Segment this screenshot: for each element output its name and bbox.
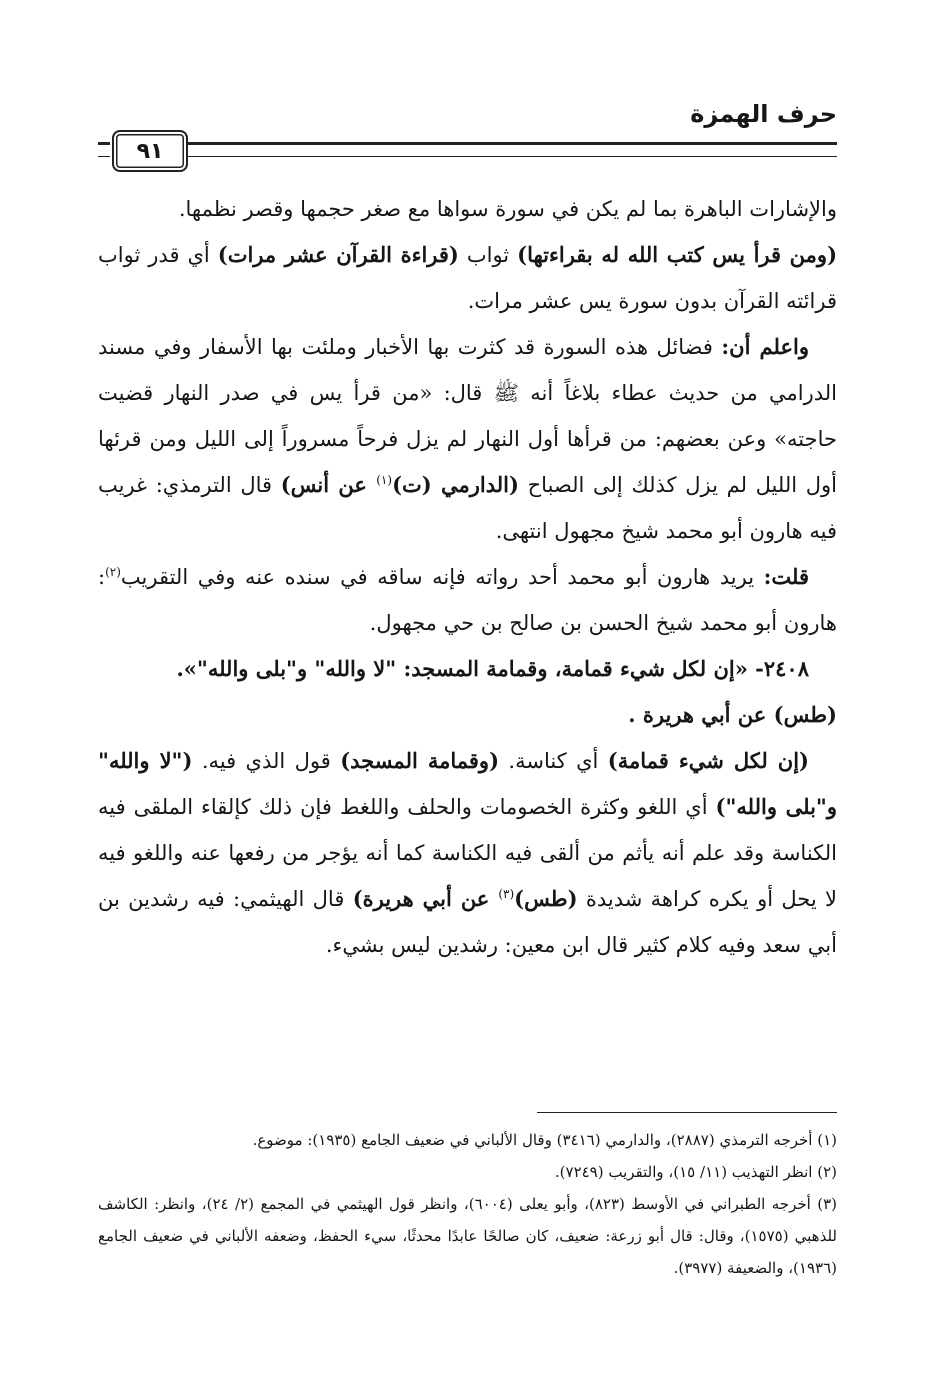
footnotes [98, 1124, 837, 1284]
footnote-ref: (٢) [105, 565, 121, 579]
footnote-ref: (٣) [498, 887, 515, 901]
paragraph: (إن لكل شيء قمامة) أي كناسة. (وقمامة المسجد) قول الذي فيه. ("لا والله" و"بلى والله") أي اللغو وكثرة الخصومات والحلف واللغط فإن ذلك كإلقاء الملقى فيه الكناسة وقد علم أنه يأثم من ألقى فيه الكناسة كما أنه يؤجر من رفعها عنه واللغو فيه لا يحل أو يكره كراهة شديدة (طس)$^{(٣)}$ عن أبي هريرة) قال الهيثمي: فيه رشدين بن أبي سعد وفيه كلام كثير قال ابن معين: رشدين ليس بشيء. [98, 748, 837, 957]
paragraph: والإشارات الباهرة بما لم يكن في سورة سواها مع صغر حجمها وقصر نظمها. [178, 197, 837, 221]
page-number: ٩١ [112, 130, 188, 172]
chapter-title: حرف الهمزة [690, 100, 837, 128]
paragraph: واعلم أن: فضائل هذه السورة قد كثرت بها الأخبار وملئت بها الأسفار وفي مسند الدرامي من حديث عطاء بلاغاً أنه ﷺ قال: «من قرأ يس في صدر النهار قضيت حاجته» وعن بعضهم: من قرأها أول النهار لم يزل فرحاً مسروراً إلى الليل ومن قرئها أول الليل لم يزل كذلك إلى الصباح (الدارمي (ت)$^{(١)}$ عن أنس) قال الترمذي: غريب فيه هارون أبو محمد شيخ مجهول انتهى. [98, 334, 837, 543]
footnote-separator [537, 1112, 837, 1113]
footnote: (٣) أخرجه الطبراني في الأوسط (٨٢٣)، وأبو يعلى (٦٠٠٤)، وانظر قول الهيثمي في المجمع (٢/ ٢٤)، وانظر: الكاشف للذهبي (١٥٧٥)، وقال: قال أبو زرعة: ضعيف، كان صالحًا عابدًا محدثًا، سيء الحفظ، وضعفه الألباني في ضعيف الجامع (١٩٣٦)، والضعيفة (٣٩٧٧). [98, 1195, 838, 1277]
paragraph: قلت: يريد هارون أبو محمد أحد رواته فإنه ساقه في سنده عنه وفي التقريب$^{(٢)}$: هارون أبو محمد شيخ الحسن بن صالح بن حي مجهول. [98, 564, 837, 635]
main-text [98, 186, 837, 968]
hadith-source: (طس) عن أبي هريرة . [628, 702, 837, 727]
hadith-entry: ٢٤٠٨- «إن لكل شيء قمامة، وقمامة المسجد: "لا والله" و"بلى والله"». [176, 656, 809, 681]
header-rule [188, 142, 837, 157]
footnote: (٢) انظر التهذيب (١١/ ١٥)، والتقريب (٧٢٤٩). [554, 1163, 837, 1181]
footnote-ref: (١) [376, 473, 393, 487]
footnote: (١) أخرجه الترمذي (٢٨٨٧)، والدارمي (٣٤١٦) وقال الألباني في ضعيف الجامع (١٩٣٥): موضوع. [252, 1131, 837, 1149]
paragraph: (ومن قرأ يس كتب الله له بقراءتها) ثواب (قراءة القرآن عشر مرات) أي قدر ثواب قرائته القرآن بدون سورة يس عشر مرات. [98, 242, 837, 313]
header-rule-tail [98, 142, 110, 157]
